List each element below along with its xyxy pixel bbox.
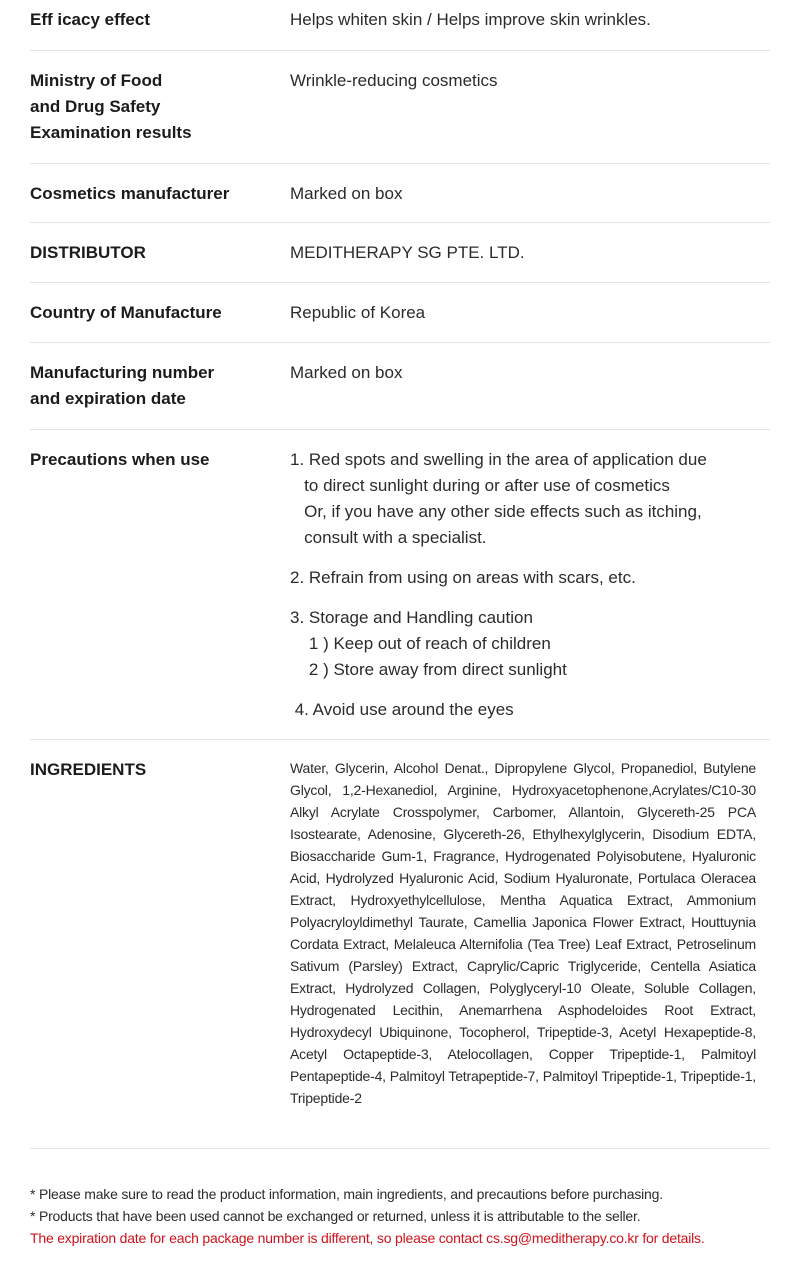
purchase-notes: [30, 1183, 790, 1249]
ingredients-text: Water, Glycerin, Alcohol Denat., Dipropylene Glycol, Propanediol, Butylene Glycol, 1,2-Hexanediol, Arginine, Hydroxyacetophenone,Acrylates/C10-30 Alkyl Acrylate Crosspolymer, Carbomer, Allantoin, Glycereth-25 PCA Isostearate, Adenosine, Glycereth-26, Ethylhexylglycerin, Disodium EDTA, Biosaccharide Gum-1, Fragrance, Hydrogenated Polyisobutene, Hyaluronic Acid, Hydrolyzed Hyaluronic Acid, Sodium Hyaluronate, Portulaca Oleracea Extract, Hydroxyethylcellulose, Mentha Aquatica Extract, Ammonium Polyacryloyldimethyl Taurate, Camellia Japonica Flower Extract, Houttuynia Cordata Extract, Melaleuca Alternifolia (Tea Tree) Leaf Extract, Petroselinum Sativum (Parsley) Extract, Caprylic/Capric Triglyceride, Centella Asiatica Extract, Hydrolyzed Collagen, Polyglyceryl-10 Oleate, Soluble Collagen, Hydrogenated Lecithin, Anemarrhena Asphodeloides Root Extract, Hydroxydecyl Ubiquinone, Tocopherol, Tripeptide-3, Acetyl Hexapeptide-8, Acetyl Octapeptide-3, Atelocollagen, Copper Tripeptide-1, Palmitoyl Pentapeptide-4, Palmitoyl Tetrapeptide-7, Palmitoyl Tripeptide-1, Tripeptide-1, Tripeptide-2: [290, 760, 756, 1106]
row-value: MEDITHERAPY SG PTE. LTD.: [290, 243, 525, 262]
row-label: Precautions when use: [30, 450, 210, 469]
row-mfg-number: [30, 343, 770, 430]
precaution-item: 3. Storage and Handling caution 1 ) Keep out of reach of children 2 ) Store away from direct sunlight: [290, 608, 567, 679]
row-label: Ministry of Food and Drug Safety Examination results: [30, 71, 192, 142]
row-manufacturer: [30, 164, 770, 223]
row-label: DISTRIBUTOR: [30, 243, 146, 262]
row-mfds-results: [30, 51, 770, 164]
row-label: Country of Manufacture: [30, 303, 222, 322]
precautions-list: [290, 447, 770, 739]
row-label: Cosmetics manufacturer: [30, 184, 230, 203]
note-no-returns: * Products that have been used cannot be exchanged or returned, unless it is attributable to the seller.: [30, 1208, 641, 1224]
precaution-item: 2. Refrain from using on areas with scars, etc.: [290, 568, 636, 587]
precaution-item: 1. Red spots and swelling in the area of application due to direct sunlight during or after use of cosmetics Or, if you have any other side effects such as itching, consult with a specialist.: [290, 450, 707, 547]
row-value: Marked on box: [290, 184, 403, 203]
row-efficacy: [30, 0, 770, 51]
product-info-table: [30, 0, 770, 1149]
row-value: Wrinkle-reducing cosmetics: [290, 71, 498, 90]
row-label: Manufacturing number and expiration date: [30, 363, 215, 408]
row-label: Eff icacy effect: [30, 10, 150, 29]
row-precautions: [30, 430, 770, 740]
row-value: Helps whiten skin / Helps improve skin wrinkles.: [290, 10, 651, 29]
precaution-item: 4. Avoid use around the eyes: [290, 700, 514, 719]
row-ingredients: [30, 740, 770, 1149]
row-distributor: [30, 223, 770, 283]
note-read-info: * Please make sure to read the product information, main ingredients, and precautions before purchasing.: [30, 1186, 663, 1202]
row-label: INGREDIENTS: [30, 760, 147, 779]
row-country: [30, 283, 770, 343]
row-value: Republic of Korea: [290, 303, 426, 322]
note-expiration-contact: The expiration date for each package number is different, so please contact cs.sg@meditherapy.co.kr for details.: [30, 1230, 705, 1246]
row-value: Marked on box: [290, 363, 403, 382]
